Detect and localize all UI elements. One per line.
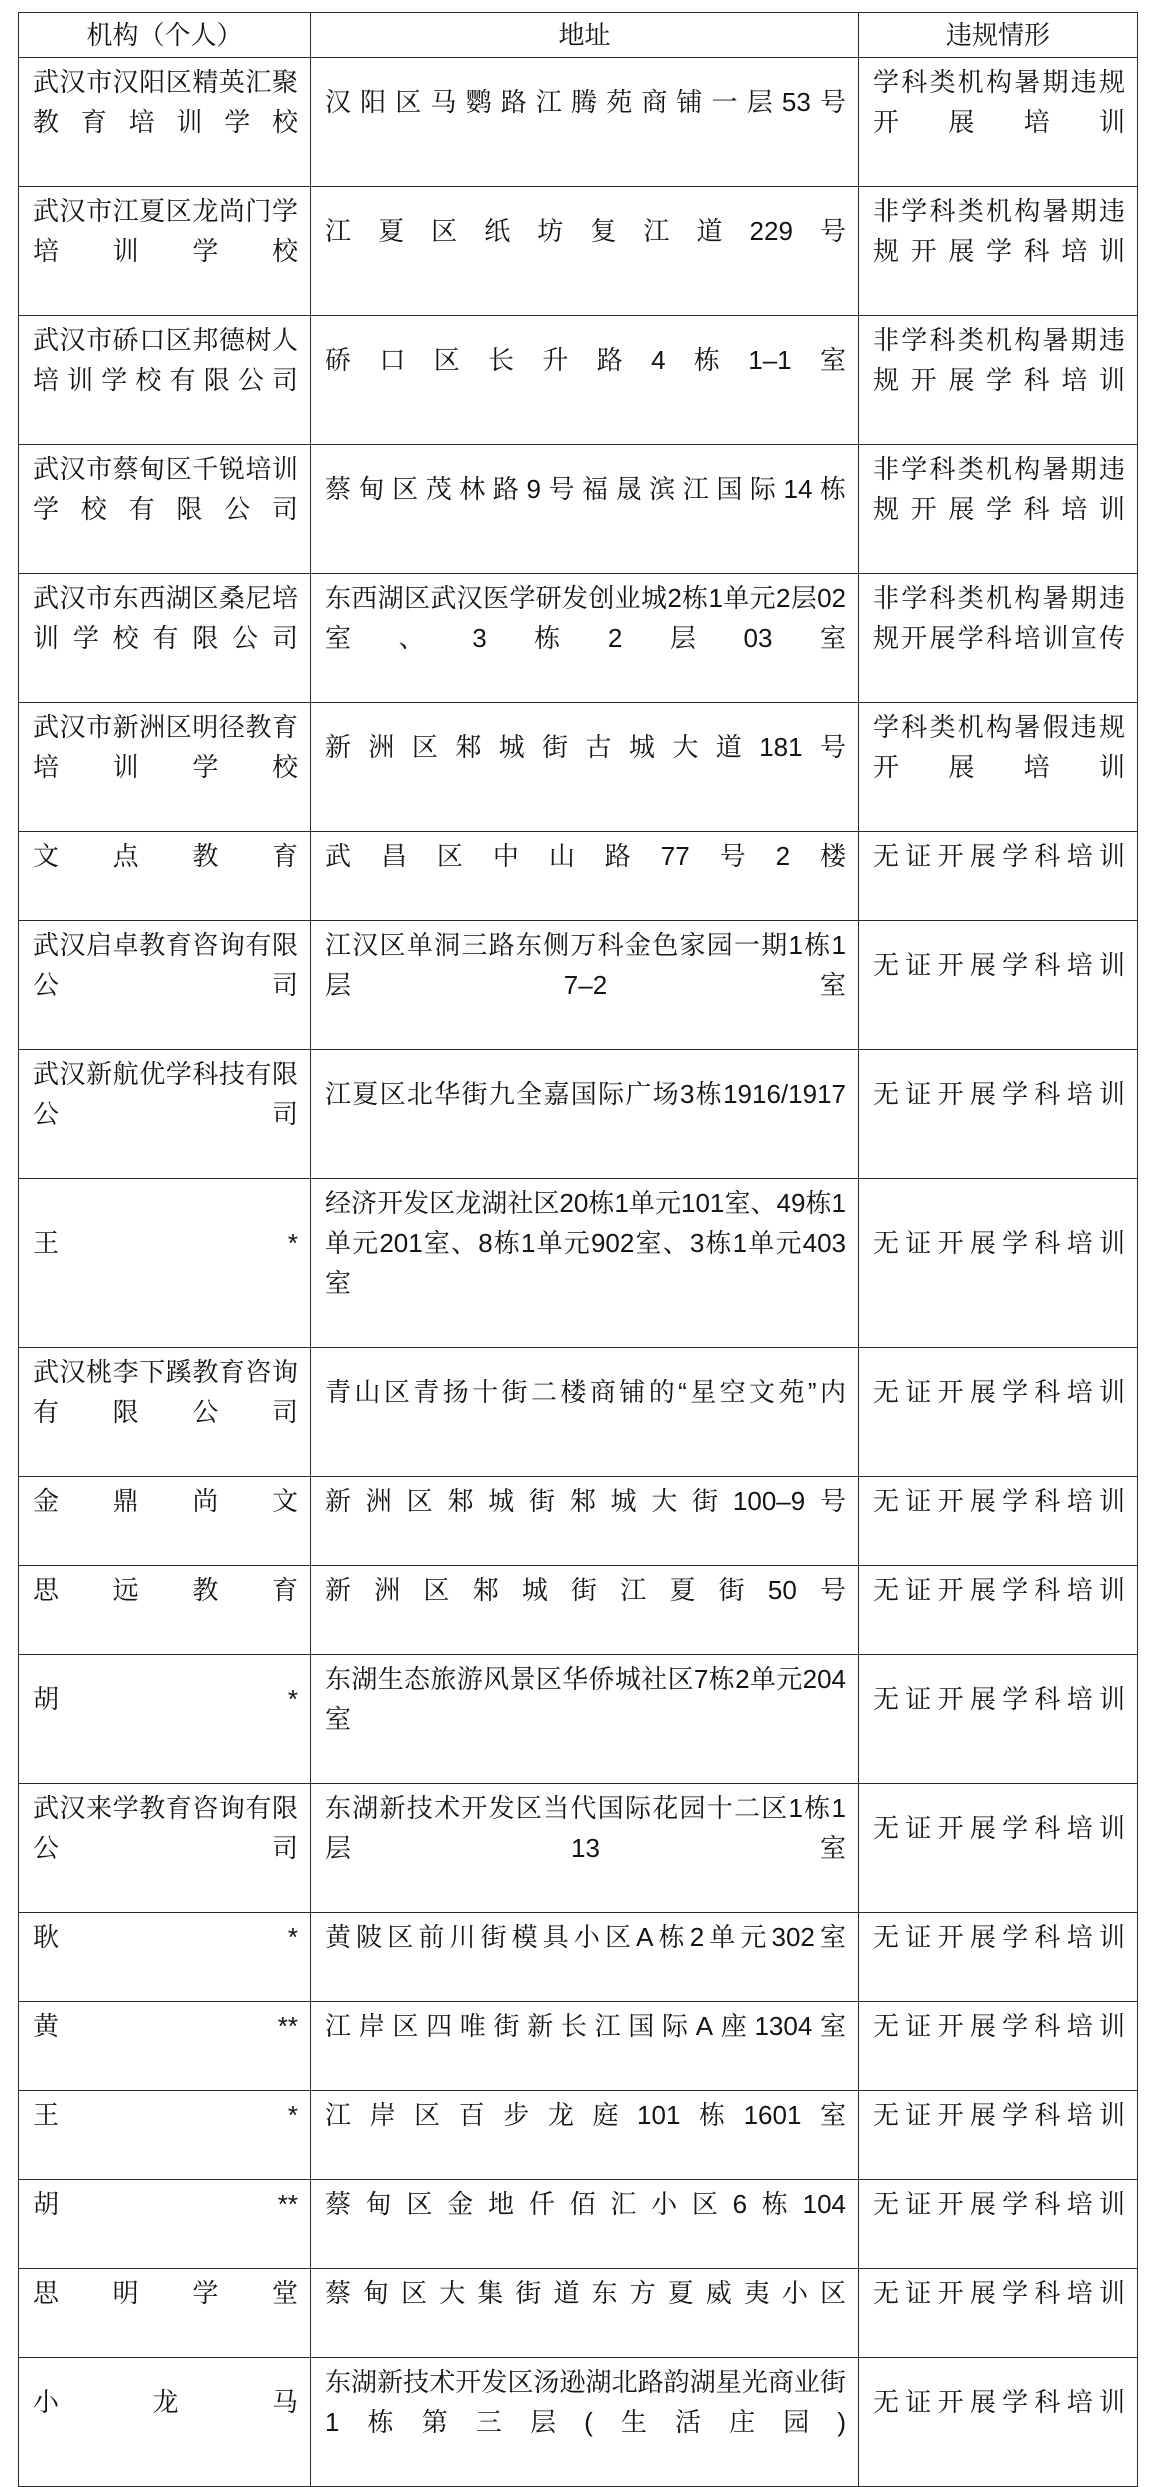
violation-cell: 无证开展学科培训	[859, 1179, 1138, 1348]
address-cell: 新洲区邾城街邾城大街100–9号	[311, 1477, 859, 1566]
address-cell: 蔡甸区茂林路9号福晟滨江国际14栋	[311, 445, 859, 574]
table-row	[19, 2091, 1138, 2180]
table-row	[19, 2358, 1138, 2487]
violation-cell: 非学科类机构暑期违规开展学科培训	[859, 187, 1138, 316]
violation-cell: 无证开展学科培训	[859, 921, 1138, 1050]
violation-cell: 无证开展学科培训	[859, 1348, 1138, 1477]
table-row	[19, 445, 1138, 574]
org-cell: 思远教育	[19, 1566, 311, 1655]
table-row	[19, 1179, 1138, 1348]
table-row	[19, 1348, 1138, 1477]
org-cell: 武汉来学教育咨询有限公司	[19, 1784, 311, 1913]
violation-cell: 无证开展学科培训	[859, 2002, 1138, 2091]
table-row	[19, 1913, 1138, 2002]
table-row	[19, 1784, 1138, 1913]
violation-cell: 非学科类机构暑期违规开展学科培训宣传	[859, 574, 1138, 703]
violation-cell: 无证开展学科培训	[859, 2358, 1138, 2487]
address-cell: 东湖新技术开发区汤逊湖北路韵湖星光商业街1栋第三层(生活庄园)	[311, 2358, 859, 2487]
column-header-org: 机构（个人）	[19, 13, 311, 58]
table-row	[19, 703, 1138, 832]
violation-cell: 无证开展学科培训	[859, 832, 1138, 921]
org-cell: 武汉新航优学科技有限公司	[19, 1050, 311, 1179]
violation-cell: 无证开展学科培训	[859, 2180, 1138, 2269]
org-cell: 胡**	[19, 2180, 311, 2269]
address-cell: 东湖新技术开发区当代国际花园十二区1栋1层13室	[311, 1784, 859, 1913]
address-cell: 江夏区纸坊复江道229号	[311, 187, 859, 316]
table-row	[19, 1566, 1138, 1655]
violations-table-container	[18, 12, 1138, 2487]
table-row	[19, 832, 1138, 921]
table-row	[19, 574, 1138, 703]
table-row	[19, 1655, 1138, 1784]
org-cell: 武汉市硚口区邦德树人培训学校有限公司	[19, 316, 311, 445]
address-cell: 蔡甸区金地仟佰汇小区6栋104	[311, 2180, 859, 2269]
violation-cell: 无证开展学科培训	[859, 1784, 1138, 1913]
org-cell: 武汉市新洲区明径教育培训学校	[19, 703, 311, 832]
table-header	[19, 13, 1138, 58]
violation-cell: 无证开展学科培训	[859, 1050, 1138, 1179]
address-cell: 黄陂区前川街模具小区A栋2单元302室	[311, 1913, 859, 2002]
violations-table	[18, 12, 1138, 2487]
table-row	[19, 2180, 1138, 2269]
table-body	[19, 58, 1138, 2487]
address-cell: 经济开发区龙湖社区20栋1单元101室、49栋1单元201室、8栋1单元902室、3栋1单元403室	[311, 1179, 859, 1348]
org-cell: 武汉市江夏区龙尚门学培训学校	[19, 187, 311, 316]
violation-cell: 非学科类机构暑期违规开展学科培训	[859, 445, 1138, 574]
violation-cell: 学科类机构暑假违规开展培训	[859, 703, 1138, 832]
header-row	[19, 13, 1138, 58]
address-cell: 新洲区邾城街江夏街50号	[311, 1566, 859, 1655]
org-cell: 武汉市蔡甸区千锐培训学校有限公司	[19, 445, 311, 574]
address-cell: 蔡甸区大集街道东方夏威夷小区	[311, 2269, 859, 2358]
address-cell: 新洲区邾城街古城大道181号	[311, 703, 859, 832]
org-cell: 文点教育	[19, 832, 311, 921]
table-row	[19, 316, 1138, 445]
violation-cell: 无证开展学科培训	[859, 1566, 1138, 1655]
violation-cell: 无证开展学科培训	[859, 2091, 1138, 2180]
table-row	[19, 1477, 1138, 1566]
org-cell: 武汉启卓教育咨询有限公司	[19, 921, 311, 1050]
org-cell: 胡*	[19, 1655, 311, 1784]
table-row	[19, 187, 1138, 316]
violation-cell: 无证开展学科培训	[859, 1913, 1138, 2002]
violation-cell: 非学科类机构暑期违规开展学科培训	[859, 316, 1138, 445]
org-cell: 黄**	[19, 2002, 311, 2091]
column-header-violation: 违规情形	[859, 13, 1138, 58]
table-row	[19, 2002, 1138, 2091]
org-cell: 金鼎尚文	[19, 1477, 311, 1566]
address-cell: 硚口区长升路4栋1–1室	[311, 316, 859, 445]
org-cell: 武汉市汉阳区精英汇聚教育培训学校	[19, 58, 311, 187]
org-cell: 武汉市东西湖区桑尼培训学校有限公司	[19, 574, 311, 703]
address-cell: 江汉区单洞三路东侧万科金色家园一期1栋1层7–2室	[311, 921, 859, 1050]
org-cell: 思明学堂	[19, 2269, 311, 2358]
table-row	[19, 921, 1138, 1050]
column-header-address: 地址	[311, 13, 859, 58]
address-cell: 武昌区中山路77号2楼	[311, 832, 859, 921]
violation-cell: 无证开展学科培训	[859, 2269, 1138, 2358]
violation-cell: 无证开展学科培训	[859, 1477, 1138, 1566]
violation-cell: 无证开展学科培训	[859, 1655, 1138, 1784]
table-row	[19, 1050, 1138, 1179]
address-cell: 东湖生态旅游风景区华侨城社区7栋2单元204室	[311, 1655, 859, 1784]
address-cell: 东西湖区武汉医学研发创业城2栋1单元2层02室、3栋2层03室	[311, 574, 859, 703]
org-cell: 小龙马	[19, 2358, 311, 2487]
table-row	[19, 2269, 1138, 2358]
org-cell: 武汉桃李下蹊教育咨询有限公司	[19, 1348, 311, 1477]
org-cell: 耿*	[19, 1913, 311, 2002]
table-row	[19, 58, 1138, 187]
org-cell: 王*	[19, 1179, 311, 1348]
address-cell: 江夏区北华街九全嘉国际广场3栋1916/1917	[311, 1050, 859, 1179]
address-cell: 江岸区四唯街新长江国际A座1304室	[311, 2002, 859, 2091]
org-cell: 王*	[19, 2091, 311, 2180]
address-cell: 江岸区百步龙庭101栋1601室	[311, 2091, 859, 2180]
violation-cell: 学科类机构暑期违规开展培训	[859, 58, 1138, 187]
address-cell: 青山区青扬十街二楼商铺的“星空文苑”内	[311, 1348, 859, 1477]
address-cell: 汉阳区马鹦路江腾苑商铺一层53号	[311, 58, 859, 187]
